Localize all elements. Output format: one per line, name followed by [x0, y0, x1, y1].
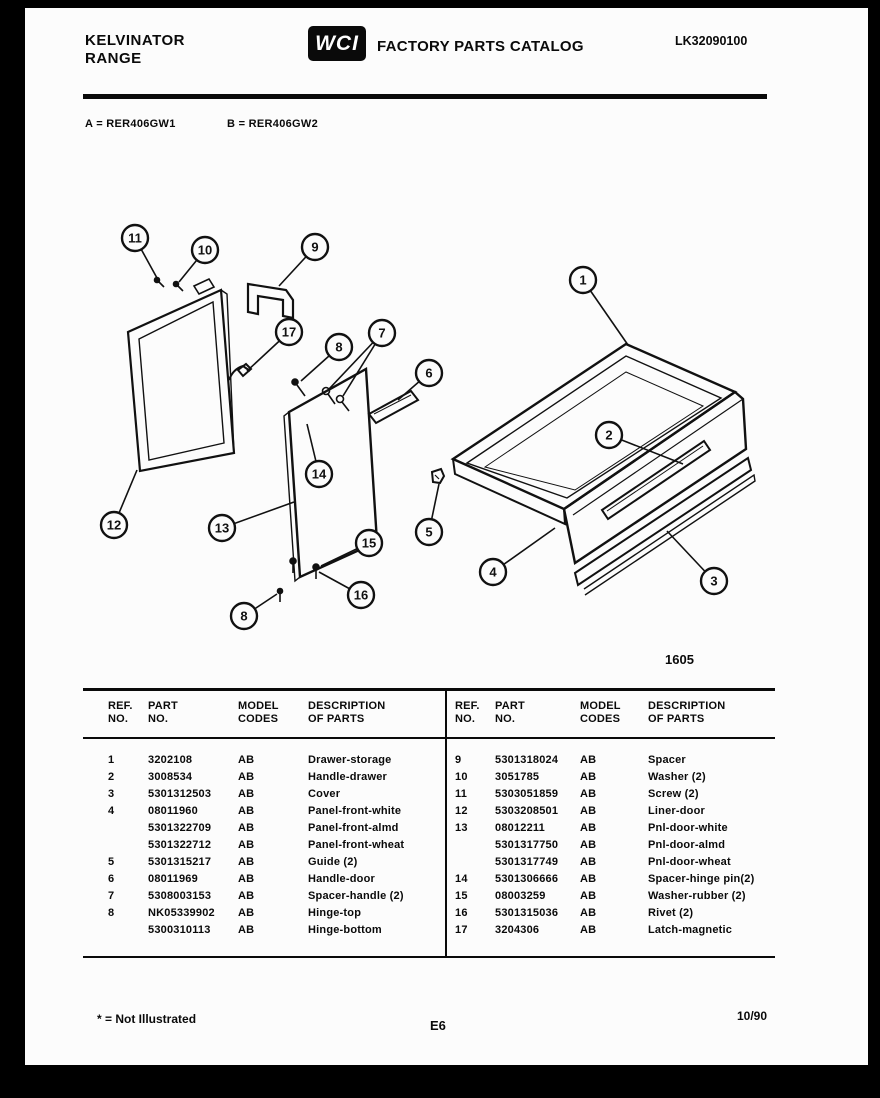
cell-model: AB — [580, 754, 597, 766]
header-line: OF PARTS — [308, 713, 365, 725]
cell-ref: 5 — [108, 856, 115, 868]
cell-desc: Screw (2) — [648, 788, 699, 800]
cell-ref — [108, 837, 148, 854]
callout-number: 11 — [128, 230, 142, 246]
cell-part: 5301315036 — [495, 907, 559, 919]
callout-number: 14 — [311, 466, 327, 482]
callout-number: 6 — [425, 365, 433, 381]
cell-part: 5303208501 — [495, 805, 559, 817]
header-part-no — [148, 700, 238, 726]
cell-part: 5301322712 — [148, 839, 212, 851]
doc-number: LK32090100 — [675, 34, 748, 48]
cell-model: AB — [238, 822, 255, 834]
model-a: A = RER406GW1 — [85, 118, 176, 130]
cell-desc: Panel-front-white — [308, 805, 402, 817]
cell-part: 3204306 — [495, 924, 540, 936]
cell-desc: Panel-front-almd — [308, 822, 399, 834]
catalog-page — [25, 8, 868, 1065]
table-header — [83, 691, 775, 739]
cell-ref: 3 — [108, 788, 115, 800]
cell-part: 08011960 — [148, 805, 198, 817]
callout-number: 3 — [710, 573, 718, 589]
cell-ref — [108, 922, 148, 939]
header-rule — [83, 94, 767, 99]
model-b: B = RER406GW2 — [226, 118, 318, 130]
cell-ref: 13 — [455, 822, 468, 834]
cell-ref: 1 — [108, 754, 115, 766]
header-line: DESCRIPTION — [648, 700, 726, 712]
cell-desc: Latch-magnetic — [648, 924, 733, 936]
cell-desc: Spacer-handle (2) — [308, 890, 404, 902]
header-model-codes — [580, 700, 648, 726]
cell-part: 08003259 — [495, 890, 546, 902]
header-part-no — [495, 700, 580, 726]
header-line: CODES — [238, 713, 279, 725]
brand-line-1: KELVINATOR — [85, 32, 186, 49]
cell-model: AB — [580, 890, 597, 902]
cell-desc: Drawer-storage — [308, 754, 392, 766]
header-line: PART — [495, 700, 525, 712]
cell-desc: Hinge-top — [308, 907, 362, 919]
cell-model: AB — [238, 890, 255, 902]
header-line: NO. — [455, 713, 476, 725]
header-line: REF. — [108, 700, 133, 712]
cell-model: AB — [238, 856, 255, 868]
cell-ref: 8 — [108, 907, 115, 919]
figure-number: 1605 — [665, 652, 694, 667]
hinge-bracket-icon — [248, 284, 293, 318]
storage-drawer — [453, 344, 755, 595]
cell-part: 5301312503 — [148, 788, 212, 800]
hinge-screws — [155, 278, 184, 292]
cell-desc: Cover — [308, 788, 341, 800]
callout-number: 10 — [197, 242, 213, 258]
callout-number: 2 — [605, 427, 613, 443]
cell-ref: 15 — [455, 890, 468, 902]
door-liner — [128, 279, 234, 471]
cell-ref: 4 — [108, 805, 115, 817]
cell-desc: Handle-door — [308, 873, 375, 885]
header-line: NO. — [495, 713, 516, 725]
wci-logo — [308, 26, 366, 61]
cell-model: AB — [580, 822, 597, 834]
callout-number: 4 — [489, 564, 497, 580]
cell-part: 08011969 — [148, 873, 198, 885]
cell-part: 3202108 — [148, 754, 193, 766]
header-line: DESCRIPTION — [308, 700, 386, 712]
cell-model: AB — [238, 754, 255, 766]
header-line: OF PARTS — [648, 713, 705, 725]
brand — [85, 32, 185, 68]
cell-part: 3008534 — [148, 771, 193, 783]
header-line: PART — [148, 700, 178, 712]
header-description — [308, 700, 445, 726]
header-line: MODEL — [580, 700, 621, 712]
parts-table — [83, 688, 775, 958]
callout-number: 15 — [361, 535, 377, 551]
cell-ref: 14 — [455, 873, 468, 885]
cell-ref: 7 — [108, 890, 115, 902]
cell-ref: 12 — [455, 805, 468, 817]
callout-number: 12 — [106, 517, 122, 533]
cell-part: 5301322709 — [148, 822, 212, 834]
exploded-parts-diagram — [83, 220, 783, 660]
cell-part: 5303051859 — [495, 788, 559, 800]
model-list — [85, 118, 318, 130]
cell-desc: Pnl-door-white — [648, 822, 728, 834]
header-description — [648, 700, 775, 726]
cell-ref — [455, 854, 495, 871]
cell-ref — [108, 820, 148, 837]
catalog-title: FACTORY PARTS CATALOG — [377, 38, 584, 55]
cell-ref: 11 — [455, 788, 468, 800]
parts-list-left — [83, 752, 445, 939]
callout-number: 5 — [425, 524, 433, 540]
cell-model: AB — [580, 805, 597, 817]
callout-number: 9 — [311, 239, 319, 255]
cell-desc: Panel-front-wheat — [308, 839, 405, 851]
cell-part: 5301318024 — [495, 754, 559, 766]
wci-logo-text: WCI — [315, 31, 359, 55]
cell-part: 5308003153 — [148, 890, 212, 902]
cell-desc: Pnl-door-almd — [648, 839, 726, 851]
cell-model: AB — [580, 924, 597, 936]
cell-model: AB — [580, 839, 597, 851]
cell-model: AB — [580, 873, 597, 885]
cell-desc: Guide (2) — [308, 856, 358, 868]
header-line: MODEL — [238, 700, 279, 712]
cell-model: AB — [238, 771, 255, 783]
not-illustrated-note: * = Not Illustrated — [97, 1012, 197, 1026]
header-model-codes — [238, 700, 308, 726]
cell-model: AB — [238, 788, 255, 800]
cell-model: AB — [580, 771, 597, 783]
cell-model: AB — [580, 788, 597, 800]
header-line: CODES — [580, 713, 621, 725]
cell-part: 5300310113 — [148, 924, 211, 936]
cell-part: 5301306666 — [495, 873, 559, 885]
cell-ref: 6 — [108, 873, 115, 885]
cell-ref: 17 — [455, 924, 468, 936]
cell-part: 5301317750 — [495, 839, 559, 851]
table-body — [83, 739, 775, 956]
cell-model: AB — [238, 805, 255, 817]
callout-number: 1 — [579, 272, 587, 288]
parts-list-right — [445, 752, 775, 939]
cell-ref — [455, 837, 495, 854]
cell-ref: 16 — [455, 907, 468, 919]
cell-desc: Rivet (2) — [648, 907, 694, 919]
cell-part: 08012211 — [495, 822, 545, 834]
cell-model: AB — [238, 873, 255, 885]
cell-desc: Liner-door — [648, 805, 705, 817]
cell-desc: Washer-rubber (2) — [648, 890, 746, 902]
cell-desc: Washer (2) — [648, 771, 706, 783]
header-line: REF. — [455, 700, 480, 712]
cell-model: AB — [238, 839, 255, 851]
cell-ref: 10 — [455, 771, 468, 783]
page-code: E6 — [430, 1018, 446, 1033]
cell-part: 5301315217 — [148, 856, 212, 868]
header-line: NO. — [108, 713, 129, 725]
header-ref-no — [108, 700, 148, 726]
table-divider — [445, 691, 447, 956]
callout-number: 16 — [353, 587, 369, 603]
callout-number: 13 — [214, 520, 230, 536]
cell-part: 5301317749 — [495, 856, 559, 868]
cell-desc: Hinge-bottom — [308, 924, 382, 936]
callout-number: 8 — [240, 608, 248, 624]
cell-desc: Spacer-hinge pin(2) — [648, 873, 755, 885]
cell-part: NK05339902 — [148, 907, 215, 919]
guide-clip — [432, 469, 444, 483]
cell-part: 3051785 — [495, 771, 540, 783]
date-code: 10/90 — [737, 1009, 768, 1023]
callout-number: 17 — [281, 324, 297, 340]
cell-desc: Pnl-door-wheat — [648, 856, 731, 868]
brand-line-2: RANGE — [85, 50, 142, 67]
drawer-cover-rail — [575, 458, 751, 585]
header-line: NO. — [148, 713, 169, 725]
cell-model: AB — [580, 856, 597, 868]
cell-model: AB — [238, 924, 255, 936]
callout-number: 8 — [335, 339, 343, 355]
latch-part — [229, 364, 251, 380]
cell-ref: 9 — [455, 754, 462, 766]
cell-model: AB — [580, 907, 597, 919]
cell-ref: 2 — [108, 771, 115, 783]
cell-desc: Spacer — [648, 754, 686, 766]
cell-desc: Handle-drawer — [308, 771, 388, 783]
callout-number: 7 — [378, 325, 386, 341]
handle-spacer — [369, 391, 418, 423]
cell-model: AB — [238, 907, 255, 919]
header-ref-no — [455, 700, 495, 726]
